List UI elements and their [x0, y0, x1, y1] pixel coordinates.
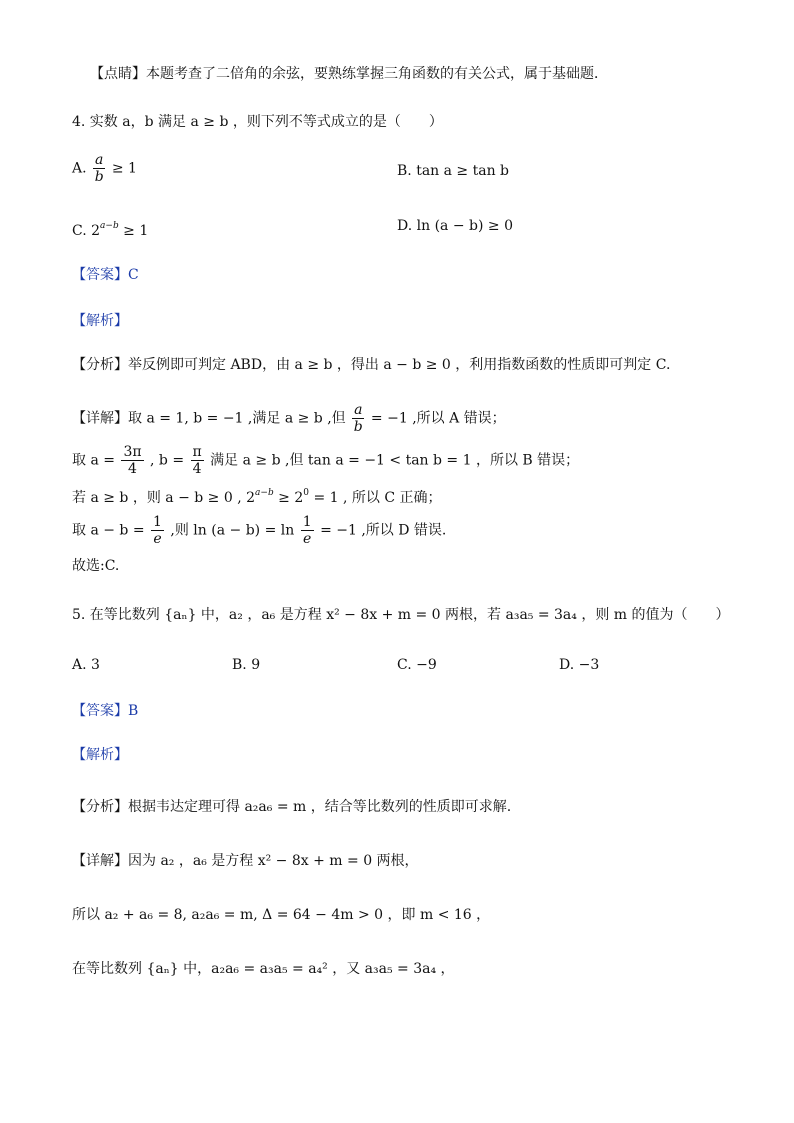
d2-mid: , b = [150, 452, 185, 469]
d1-pre: 【详解】取 a = 1, b = −1 ,满足 a ≥ b ,但 [72, 410, 346, 427]
guxuan-4: 故选:C. [72, 558, 120, 574]
frac-a-over-b-2: $\frac{a}{b}$ [353, 402, 363, 435]
jiexi-4 [72, 310, 128, 332]
detail-4-line2 [72, 444, 579, 477]
q4-option-b: B. tan a ≥ tan b [397, 163, 510, 179]
jiexi-4-text: 【解析】 [72, 313, 128, 329]
c-exp: a−b [100, 221, 119, 231]
detail-4-line4 [72, 514, 446, 547]
answer-4 [72, 264, 139, 286]
detail-5-line1: 【详解】因为 a₂ ，a₆ 是方程 x² − 8x + m = 0 两根， [72, 853, 419, 869]
d3-post: 所以 C 正确； [351, 490, 442, 506]
q5-option-d: D. −3 [559, 657, 600, 673]
d2-post: 满足 a ≥ b ,但 tan a = −1 < tan b = 1 ，所以 B 错误； [210, 452, 580, 469]
exp-chain-mid: ≥ 2 [278, 490, 304, 506]
c-tail: ≥ 1 [123, 223, 149, 239]
frac-pi-over-4: $\frac{\pi}{4}$ [192, 444, 202, 477]
question-4: 4. 实数 a，b 满足 a ≥ b ，则下列不等式成立的是（ ） [72, 114, 443, 130]
detail-5-line2: 所以 a₂ + a₆ = 8, a₂a₆ = m, Δ = 64 − 4m > 0 ，即 m < 16 ， [72, 907, 491, 923]
exp-chain-tail: = 1 , [313, 490, 348, 506]
q4-option-d: D. ln (a − b) ≥ 0 [397, 218, 513, 234]
q4-option-a [72, 152, 137, 185]
d2-pre: 取 a = [72, 452, 115, 469]
answer-5-text: 【答案】B [72, 703, 139, 719]
answer-5 [72, 700, 138, 722]
d4-mid: ,则 ln (a − b) = ln [170, 522, 295, 539]
q5-option-c: C. −9 [397, 657, 437, 673]
q4-option-c [72, 215, 148, 242]
fenxi-5: 【分析】根据韦达定理可得 a₂a₆ = m ，结合等比数列的性质即可求解. [72, 799, 512, 815]
question-5: 5. 在等比数列 {aₙ} 中，a₂ ，a₆ 是方程 x² − 8x + m = 0 两根，若 a₃a₅ = 3a₄ ，则 m 的值为（ ） [72, 607, 730, 623]
q4-option-a-label: A. [72, 160, 87, 177]
frac-3pi-over-4: $\frac{3\pi}{4}$ [123, 444, 142, 477]
fenxi-4: 【分析】举反例即可判定 ABD，由 a ≥ b ，得出 a − b ≥ 0 ，利用指数函数的性质即可判定 C. [72, 357, 671, 373]
detail-5-line3: 在等比数列 {aₙ} 中，a₂a₆ = a₃a₅ = a₄² ，又 a₃a₅ = 3a₄ ， [72, 961, 455, 977]
q5-option-b: B. 9 [232, 657, 261, 673]
frac-a-over-b: $\frac{a}{b}$ [94, 152, 104, 185]
detail-4-line3 [72, 482, 442, 509]
detail-4-line1 [72, 402, 506, 435]
jiexi-5-text: 【解析】 [72, 747, 128, 763]
q4-a-ge1: ≥ 1 [111, 160, 137, 177]
d3: 若 a ≥ b ，则 a − b ≥ 0 , [72, 490, 242, 506]
q4-option-c-label: C. [72, 223, 87, 239]
jiexi-5 [72, 744, 128, 766]
frac-1-over-e: $\frac{1}{e}$ [153, 514, 162, 547]
q5-option-a: A. 3 [72, 657, 100, 673]
dianjing-note: 【点睛】本题考查了二倍角的余弦，要熟练掌握三角函数的有关公式，属于基础题． [90, 66, 608, 82]
c-base: 2 [91, 223, 101, 239]
answer-4-text: 【答案】C [72, 267, 139, 283]
exp-chain-sup: a−b [255, 488, 274, 498]
exp-chain-base: 2 [246, 490, 256, 506]
d4-post: = −1 ,所以 D 错误. [320, 522, 447, 539]
exp-chain-sup2: 0 [303, 488, 309, 498]
d1-post: = −1 ,所以 A 错误； [370, 410, 506, 427]
frac-1-over-e-2: $\frac{1}{e}$ [302, 514, 312, 547]
d4-pre: 取 a − b = [72, 522, 145, 539]
